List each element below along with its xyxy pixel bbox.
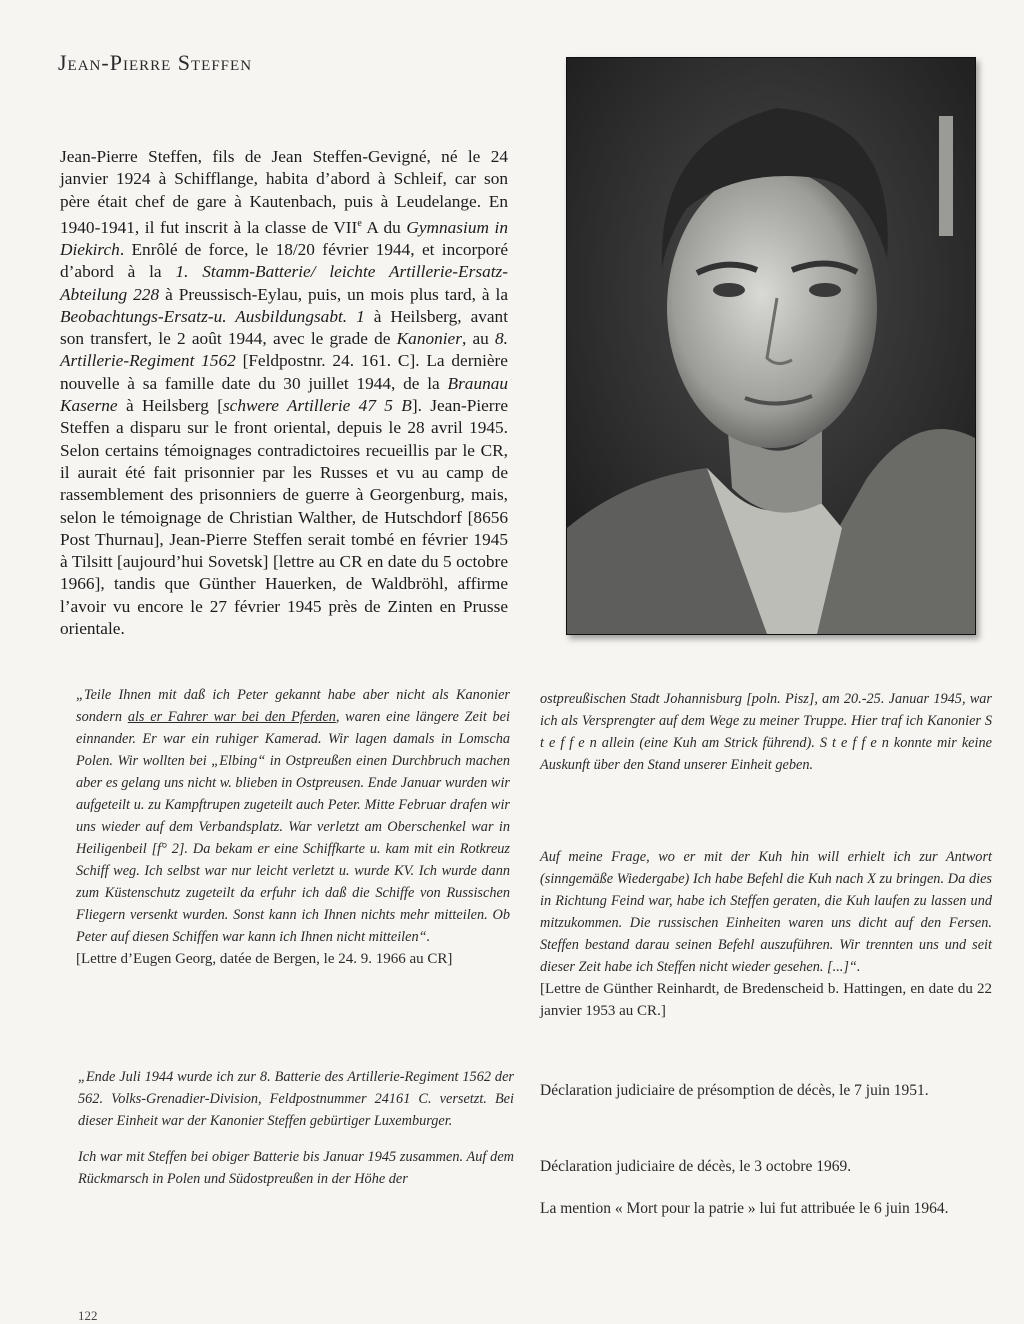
quote-continued: ostpreußischen Stadt Johannisburg [poln. Pisz], am 20.-25. Januar 1945, war ich als Versprengter auf dem Wege zu meiner Truppe. Hier traf ich Kanonier S t e f f e n allein (eine Kuh am Strick führend). S t e f f e n konnte mir keine Auskunft über den Stand unserer Einheit geben. xyxy=(540,691,992,773)
portrait-photo xyxy=(566,57,976,635)
mention-patrie: La mention « Mort pour la patrie » lui fut attribuée le 6 juin 1964. xyxy=(540,1200,949,1217)
quote-gunther-reinhardt-start: „Ende Juli 1944 wurde ich zur 8. Batterie des Artillerie-Regiment 1562 der 562. Volks-Grenadier-Division, Feldpostnummer 24161 C. versetzt. Bei dieser Einheit war der Kanonier Steffen gebürtiger Luxemburger. Ich war mit Steffen bei obiger Batterie bis Januar 1945 zusammen. Auf dem Rückmarsch in Polen und Südostpreußen in der Höhe der xyxy=(78,1069,514,1187)
biography-paragraph: Jean-Pierre Steffen, fils de Jean Steffen-Gevigné, né le 24 janvier 1924 à Schifflange, habita d’abord à Schleif, car son père était chef de gare à Kautenbach, puis à Leudelange. En 1940-1941, il fut inscrit à la classe de VIIe A du Gymnasium in Diekirch. Enrôlé de force, le 18/20 février 1944, et incorporé d’abord à la 1. Stamm-Batterie/ leichte Artillerie-Ersatz-Abteilung 228 à Preussisch-Eylau, puis, un mois plus tard, à la Beobachtungs-Ersatz-u. Ausbildungsabt. 1 à Heilsberg, avant son transfert, le 2 août 1944, avec le grade de Kanonier, au 8. Artillerie-Regiment 1562 [Feldpostnr. 24. 161. C]. La dernière nouvelle à sa famille date du 30 juillet 1944, de la Braunau Kaserne à Heilsberg [schwere Artillerie 47 5 B]. Jean-Pierre Steffen a disparu sur le front oriental, depuis le 28 avril 1945. Selon certains témoignages contradictoires recueillis par le CR, il aurait été fait prisonnier par les Russes et vu au camp de rassemblement des prisonniers de guerre à Georgenburg, mais, selon le témoignage de Christian Walther, de Hutschdorf [8656 Post Thurnau], Jean-Pierre Steffen serait tombé en février 1945 à Tilsitt [aujourd’hui Sovetsk] [lettre au CR en date du 5 octobre 1966], tandis que Günther Hauerken, de Waldbröhl, affirme l’avoir vu encore le 27 février 1945 près de Zinten en Prusse orientale. xyxy=(60,147,509,638)
quote-continued-2: Auf meine Frage, wo er mit der Kuh hin will erhielt ich zur Antwort (sinngemäße Wiedergabe) Ich habe Befehl die Kuh nach X zu bringen. Da dies in Richtung Feind war, habe ich Steffen geraten, die Kuh laufen zu lassen und mitzukommen. Die russischen Einheiten waren uns dicht auf den Fersen. Steffen bestand darau seinen Befehl auszuführen. Wir trennten uns und seit dieser Zeit habe ich Steffen nicht wieder gesehen. [...]“. [Lettre de Günther Reinhardt, de Bredenscheid b. Hattingen, en date du 22 janvier 1953 au CR.] xyxy=(540,846,992,1022)
page-title: Jean-Pierre Steffen xyxy=(58,50,253,75)
page-number: 122 xyxy=(78,1308,98,1323)
citation: [Lettre de Günther Reinhardt, de Bredenscheid b. Hattingen, en date du 22 janvier 1953 au CR.] xyxy=(540,981,992,1019)
declaration-death: Déclaration judiciaire de décès, le 3 octobre 1969. xyxy=(540,1158,852,1175)
quote-eugen-georg: „Teile Ihnen mit daß ich Peter gekannt habe aber nicht als Kanonier sondern als er Fahrer war bei den Pferden, waren eine längere Zeit bei einnander. Er war ein ruhiger Kamerad. Wir lagen damals in Lomscha Polen. Wir wollten bei „Elbing“ in Ostpreußen einen Durchbruch machen aber es gelang uns nicht w. blieben in Ostpreusen. Ende Januar wurden wir aufgeteilt u. zu Kampftrupen zugeteilt auch Peter. Mitte Februar drafen wir uns wieder auf dem Verbandsplatz. War verletzt am Oberschenkel war in Heiligenbeil [f° 2]. Da bekam er eine Schiffkarte u. kam mit ein Rotkreuz Schiff weg. Ich selbst war nur leicht verletzt u. wurde KV. Ich wurde dann zum Küstenschutz zugeteilt da erfuhr ich daß die Schiffe von Russischen Fliegern versenkt wurden. Sonst kann ich Ihnen nichts mehr mitteilen. Ob Peter auf diesen Schiffen war kann ich Ihnen nicht mitteilen“. [Lettre d’Eugen Georg, datée de Bergen, le 24. 9. 1966 au CR] xyxy=(76,684,510,970)
declaration-presumption: Déclaration judiciaire de présomption de décès, le 7 juin 1951. xyxy=(540,1082,929,1099)
citation: [Lettre d’Eugen Georg, datée de Bergen, le 24. 9. 1966 au CR] xyxy=(76,951,453,967)
